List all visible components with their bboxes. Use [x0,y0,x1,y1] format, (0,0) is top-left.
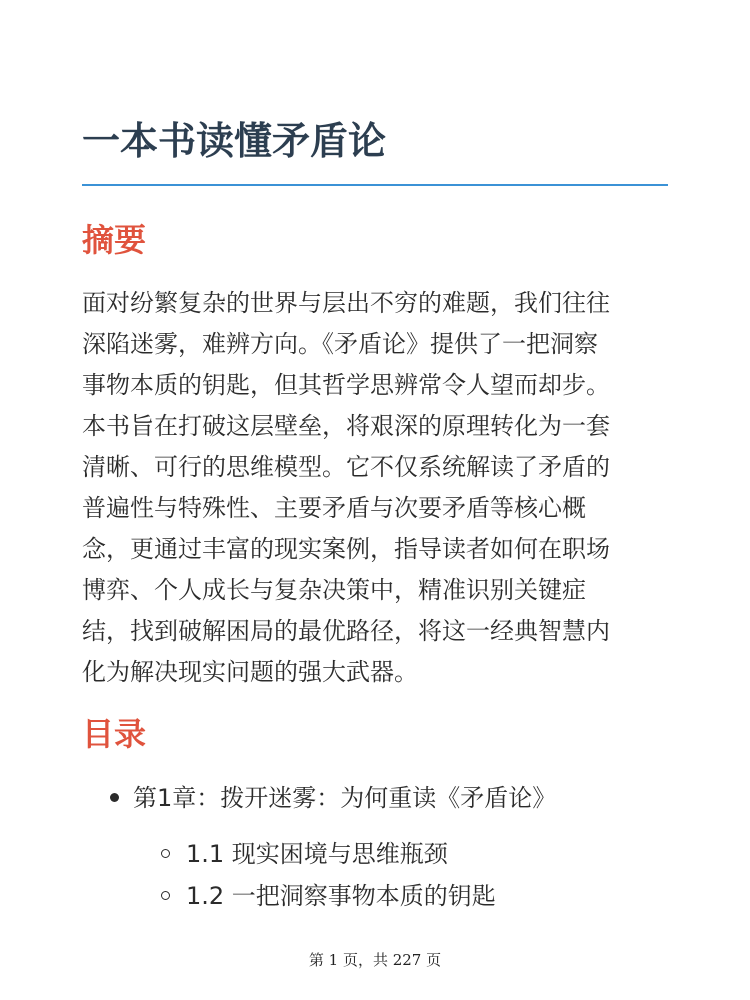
abstract-line: 深陷迷雾，难辨方向。《矛盾论》提供了一把洞察 [82,330,598,358]
abstract-line: 普遍性与特殊性、主要矛盾与次要矛盾等核心概 [82,494,586,522]
abstract-line: 结，找到破解困局的最优路径，将这一经典智慧内 [82,617,610,645]
page-number-footer: 第 1 页，共 227 页 [308,951,442,969]
title-divider [82,184,668,186]
toc-section-1-2[interactable] [161,876,496,916]
abstract-line: 面对纷繁复杂的世界与层出不穷的难题，我们往往 [82,289,610,317]
toc-chapter-1[interactable] [110,778,556,818]
abstract-paragraph [82,283,672,693]
abstract-line: 清晰、可行的思维模型。它不仅系统解读了矛盾的 [82,453,610,481]
toc-section-label: 1.1 现实困境与思维瓶颈 [186,840,448,868]
abstract-heading: 摘要 [82,221,147,259]
bullet-disc-icon [110,793,119,802]
toc-section-label: 1.2 一把洞察事物本质的钥匙 [186,882,496,910]
abstract-line: 本书旨在打破这层壁垒，将艰深的原理转化为一套 [82,412,610,440]
page-title: 一本书读懂矛盾论 [82,119,387,163]
abstract-line: 化为解决现实问题的强大武器。 [82,658,418,686]
abstract-line: 念，更通过丰富的现实案例，指导读者如何在职场 [82,535,610,563]
abstract-line: 博弈、个人成长与复杂决策中，精准识别关键症 [82,576,586,604]
toc-section-1-1[interactable] [161,834,448,874]
toc-heading: 目录 [82,715,147,753]
bullet-circle-icon [161,849,170,858]
abstract-line: 事物本质的钥匙，但其哲学思辨常令人望而却步。 [82,371,610,399]
bullet-circle-icon [161,891,170,900]
toc-chapter-label: 第1章：拨开迷雾：为何重读《矛盾论》 [133,784,557,812]
